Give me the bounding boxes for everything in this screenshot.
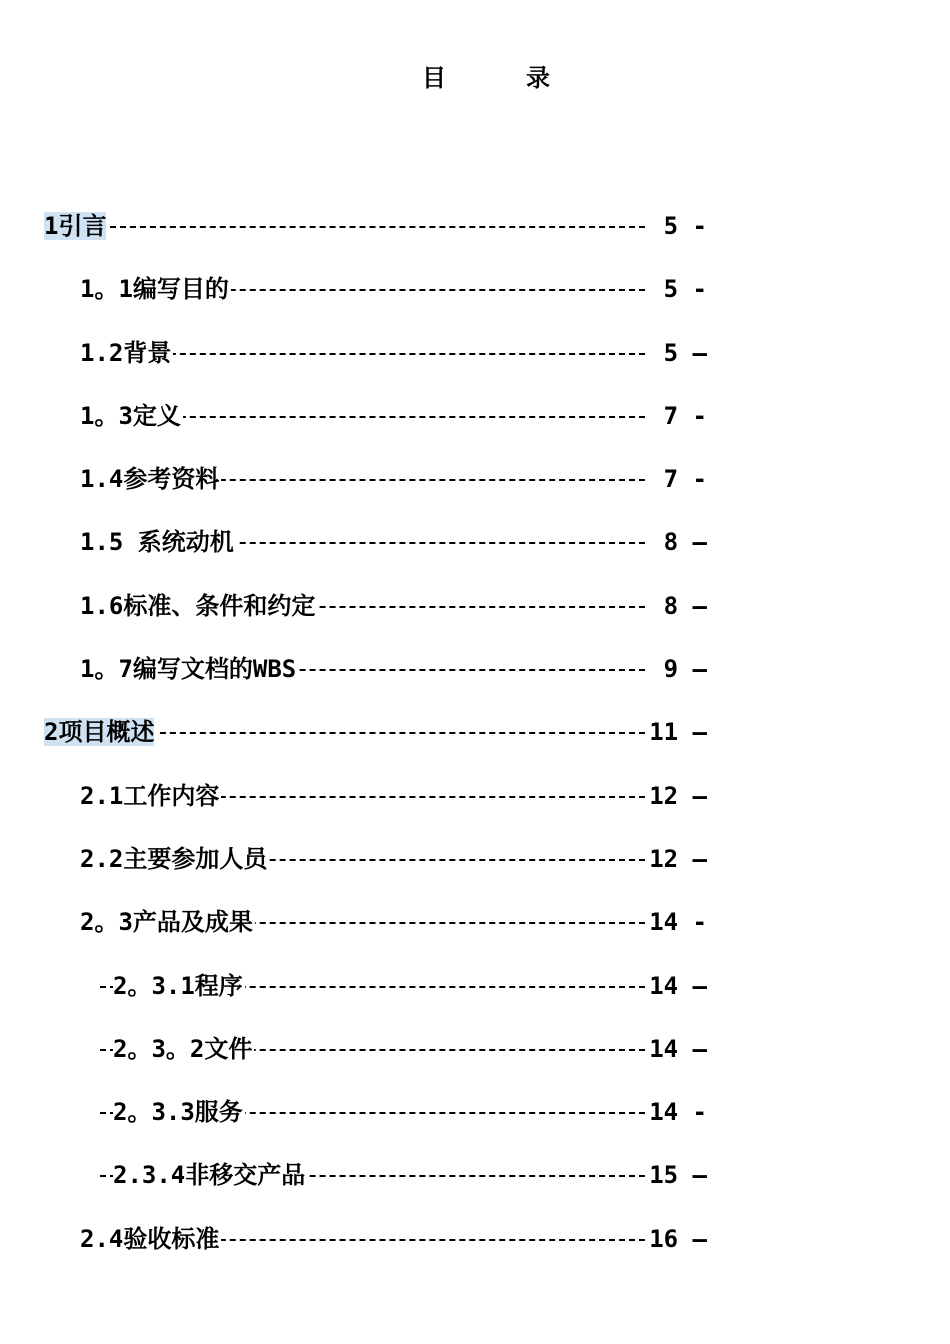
toc-entry-title [80, 836, 269, 882]
toc-entry[interactable] [0, 1089, 950, 1152]
toc-entry-text: 2。3.3服务 [113, 1098, 243, 1127]
toc-entry-title [80, 330, 173, 376]
toc-page-number: 14 - [645, 899, 707, 945]
toc-entry[interactable] [0, 330, 950, 393]
toc-entry-text: 2.4验收标准 [80, 1224, 220, 1253]
toc-entry-text: 2.1工作内容 [80, 781, 220, 810]
toc-entry-text: 1。7编写文档的WBS [80, 655, 297, 684]
toc-page-number: 8 — [660, 519, 707, 565]
toc-entry-title [80, 519, 236, 565]
toc-page-number: 9 — [660, 646, 707, 692]
page-title: 目 录 [422, 64, 578, 92]
toc-page-number: 7 - [660, 393, 707, 439]
toc-entry-text: 1.5 系统动机 [80, 528, 234, 557]
toc-entry[interactable] [0, 646, 950, 709]
toc-page-number: 16 — [645, 1216, 707, 1262]
toc-entry-text: 2。3。2文件 [113, 1034, 253, 1063]
toc-entry-text: 1。1编写目的 [80, 275, 229, 304]
toc-entry-title [80, 456, 221, 502]
toc-entry-text: 1.4参考资料 [80, 465, 220, 494]
toc-entry-title [80, 899, 255, 945]
toc-entry[interactable] [0, 773, 950, 836]
toc-entry-title [80, 583, 317, 629]
toc-page-number: 14 — [645, 1026, 707, 1072]
toc-page-number: 5 - [660, 266, 707, 312]
toc-page-number: 5 — [660, 330, 707, 376]
toc-entry-title [44, 709, 156, 755]
toc-entry[interactable] [0, 583, 950, 646]
toc-entry-title [80, 266, 231, 312]
toc-entry-title [113, 1089, 245, 1135]
toc-entry[interactable] [0, 393, 950, 456]
toc-entry[interactable] [0, 1152, 950, 1215]
toc-page-number: 15 — [645, 1152, 707, 1198]
toc-page-number: 14 — [645, 963, 707, 1009]
toc-entry-text: 2。3产品及成果 [80, 908, 253, 937]
toc-entry[interactable] [0, 1216, 950, 1279]
toc-leader-dashes [100, 732, 645, 734]
toc-entry-title [80, 1216, 221, 1262]
toc-leader-dashes [100, 226, 645, 228]
toc-entry-title [80, 646, 298, 692]
toc-entry-title [113, 963, 245, 1009]
toc-entry-title [113, 1152, 307, 1198]
toc-entry-text: 2.2主要参加人员 [80, 844, 268, 873]
toc-entry-title [80, 773, 221, 819]
toc-entry[interactable] [0, 456, 950, 519]
toc-entry[interactable] [0, 519, 950, 582]
toc-entry-title [44, 203, 108, 249]
toc-entry-text: 2.3.4非移交产品 [113, 1161, 306, 1190]
table-of-contents [0, 203, 950, 1279]
toc-page-number: 7 - [660, 456, 707, 502]
toc-entry-text: 2。3.1程序 [113, 971, 243, 1000]
toc-entry-text: 1.2背景 [80, 338, 172, 367]
toc-entry-title [113, 1026, 254, 1072]
toc-entry-text: 1。3定义 [80, 401, 181, 430]
toc-page-number: 8 — [660, 583, 707, 629]
toc-page-number: 5 - [660, 203, 707, 249]
toc-entry[interactable] [0, 836, 950, 899]
toc-page-number: 14 - [645, 1089, 707, 1135]
toc-entry[interactable] [0, 266, 950, 329]
toc-entry-text: 1引言 [44, 212, 107, 240]
toc-entry-text: 1.6标准、条件和约定 [80, 591, 316, 620]
toc-entry-text: 2项目概述 [44, 718, 155, 747]
toc-page-number: 12 — [645, 773, 707, 819]
toc-leader-dashes [100, 353, 645, 355]
toc-entry[interactable] [0, 1026, 950, 1089]
toc-entry[interactable] [0, 203, 950, 266]
toc-entry[interactable] [0, 899, 950, 962]
toc-page-number: 12 — [645, 836, 707, 882]
toc-entry[interactable] [0, 963, 950, 1026]
toc-entry[interactable] [0, 709, 950, 772]
toc-page-number: 11 — [645, 709, 707, 755]
toc-entry-title [80, 393, 183, 439]
